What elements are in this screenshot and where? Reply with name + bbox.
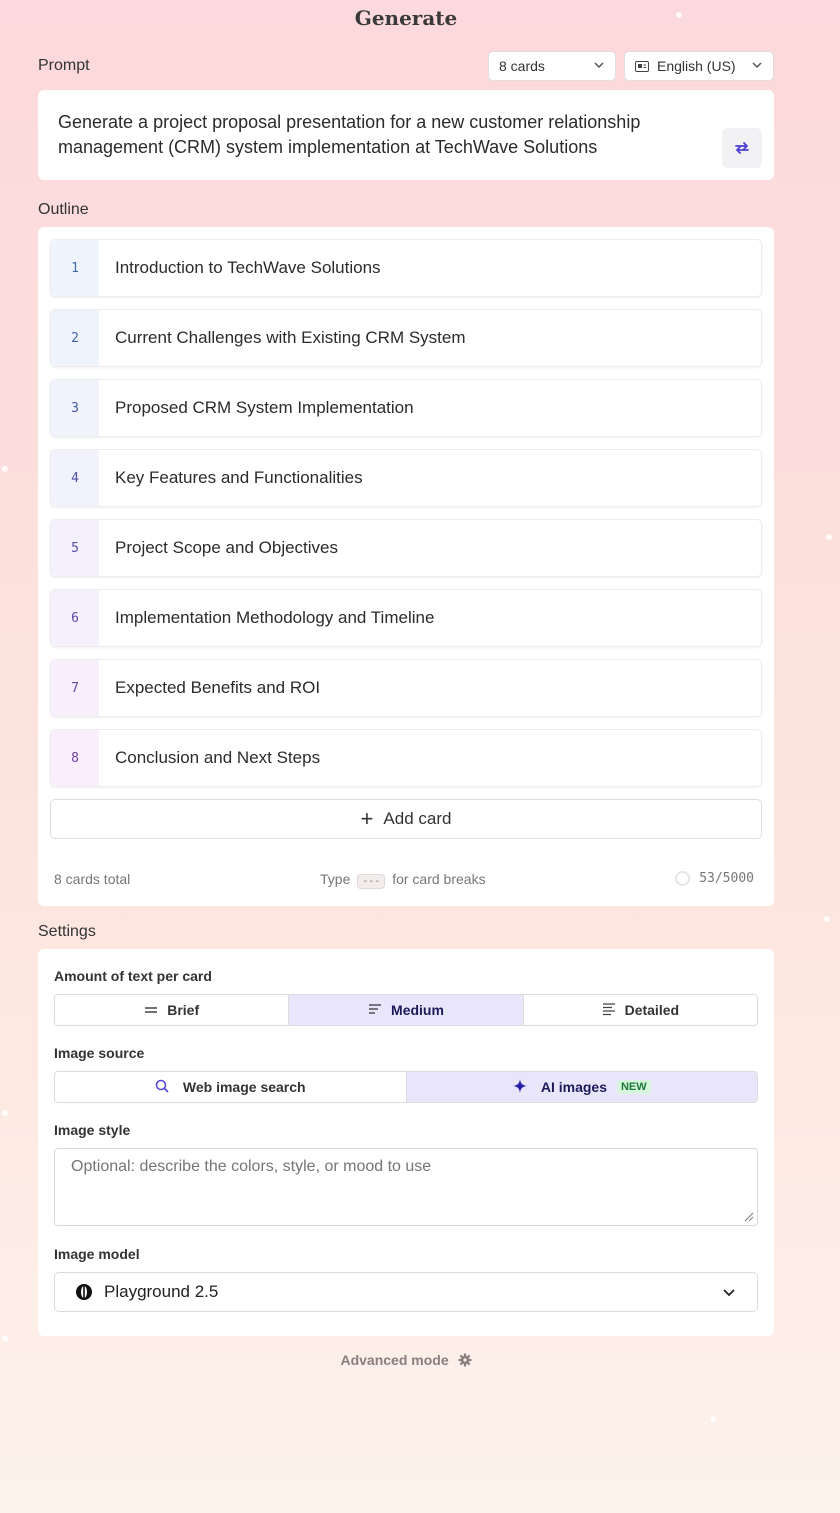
- sparkle-dot: [826, 534, 832, 540]
- text-amount-medium[interactable]: [289, 995, 523, 1025]
- image-model-value: Playground 2.5: [104, 1282, 219, 1301]
- prompt-input[interactable]: [38, 90, 774, 180]
- outline-card[interactable]: [50, 309, 762, 367]
- text-amount-medium-label: Medium: [391, 1002, 444, 1018]
- cards-count-dropdown[interactable]: [488, 51, 616, 81]
- image-model-label: Image model: [54, 1246, 140, 1262]
- card-break-hint: [320, 871, 486, 887]
- outline-card-title[interactable]: Proposed CRM System Implementation: [115, 398, 414, 417]
- outline-label: Outline: [38, 201, 89, 218]
- outline-card-number: 3: [51, 380, 99, 436]
- outline-card[interactable]: [50, 379, 762, 437]
- outline-card[interactable]: [50, 519, 762, 577]
- outline-card-number: 8: [51, 730, 99, 786]
- text-amount-selector: [54, 994, 758, 1026]
- cards-count-value: 8 cards: [499, 58, 545, 74]
- text-amount-detailed-label: Detailed: [624, 1002, 680, 1018]
- outline-card[interactable]: [50, 239, 762, 297]
- swap-arrows-icon: [733, 139, 751, 157]
- sparkle-dot: [2, 466, 8, 472]
- sparkle-dot: [2, 1336, 8, 1342]
- resize-grip-icon[interactable]: [742, 1210, 754, 1222]
- outline-card-title[interactable]: Key Features and Functionalities: [115, 468, 363, 487]
- outline-card[interactable]: [50, 589, 762, 647]
- medium-lines-icon: [368, 1002, 382, 1018]
- progress-ring-icon: [675, 871, 690, 886]
- settings-label: Settings: [38, 923, 96, 940]
- language-value: English (US): [657, 58, 736, 74]
- outline-card-number: 7: [51, 660, 99, 716]
- character-count: [675, 871, 754, 886]
- text-amount-brief-label: Brief: [167, 1002, 200, 1018]
- outline-card-title[interactable]: Implementation Methodology and Timeline: [115, 608, 435, 627]
- plus-icon: +: [360, 806, 374, 831]
- chevron-down-icon: [721, 1284, 737, 1300]
- outline-card-title[interactable]: Conclusion and Next Steps: [115, 748, 321, 767]
- hint-code: ---: [357, 874, 385, 889]
- advanced-mode-link[interactable]: [0, 1352, 812, 1370]
- sparkle-icon: [513, 1079, 527, 1096]
- prompt-text[interactable]: Generate a project proposal presentation for a new customer relationship management (CRM) system implementation at TechWave Solutions: [58, 112, 641, 157]
- detailed-lines-icon: [602, 1002, 616, 1019]
- outline-card-number: 4: [51, 450, 99, 506]
- image-source-web-search[interactable]: [55, 1072, 407, 1102]
- image-source-label: Image source: [54, 1045, 145, 1061]
- outline-card[interactable]: [50, 449, 762, 507]
- add-card-button[interactable]: [50, 799, 762, 839]
- outline-card-title[interactable]: Introduction to TechWave Solutions: [115, 258, 381, 277]
- hint-prefix: Type: [320, 871, 351, 887]
- outline-card[interactable]: [50, 659, 762, 717]
- outline-card-title[interactable]: Project Scope and Objectives: [115, 538, 339, 557]
- brief-lines-icon: [144, 1002, 158, 1018]
- hint-suffix: for card breaks: [392, 871, 486, 887]
- image-style-input[interactable]: [54, 1148, 758, 1226]
- page-title: Generate: [354, 6, 458, 30]
- outline-card-title[interactable]: Expected Benefits and ROI: [115, 678, 321, 697]
- playground-logo-icon: [75, 1283, 93, 1301]
- outline-card-number: 1: [51, 240, 99, 296]
- outline-card-number: 5: [51, 520, 99, 576]
- outline-card[interactable]: [50, 729, 762, 787]
- image-source-ai-images-label: AI images: [540, 1079, 607, 1095]
- text-amount-brief[interactable]: [55, 995, 289, 1025]
- add-card-label: Add card: [383, 809, 452, 828]
- image-style-label: Image style: [54, 1122, 131, 1138]
- chevron-down-icon: [593, 59, 605, 74]
- regenerate-button[interactable]: [722, 128, 762, 168]
- outline-card-number: 2: [51, 310, 99, 366]
- prompt-label: Prompt: [38, 57, 90, 74]
- image-model-dropdown[interactable]: [54, 1272, 758, 1312]
- chevron-down-icon: [751, 59, 763, 74]
- sparkle-dot: [824, 916, 830, 922]
- image-source-web-search-label: Web image search: [182, 1079, 306, 1095]
- search-icon: [155, 1079, 169, 1096]
- text-amount-detailed[interactable]: [524, 995, 757, 1025]
- settings-panel: [38, 949, 774, 1336]
- text-amount-label: Amount of text per card: [54, 968, 212, 984]
- image-source-selector: [54, 1071, 758, 1103]
- cards-total: 8 cards total: [54, 871, 131, 887]
- language-dropdown[interactable]: [624, 51, 774, 81]
- character-count-value: 53/5000: [699, 871, 754, 886]
- outline-panel: [38, 227, 774, 906]
- outline-card-number: 6: [51, 590, 99, 646]
- language-icon: [635, 61, 649, 72]
- outline-card-title[interactable]: Current Challenges with Existing CRM System: [115, 328, 466, 347]
- image-source-ai-images[interactable]: [407, 1072, 758, 1102]
- gear-icon: [458, 1353, 472, 1370]
- sparkle-dot: [710, 1416, 716, 1422]
- new-badge: NEW: [617, 1080, 651, 1094]
- advanced-mode-label: Advanced mode: [340, 1352, 449, 1368]
- sparkle-dot: [2, 1110, 8, 1116]
